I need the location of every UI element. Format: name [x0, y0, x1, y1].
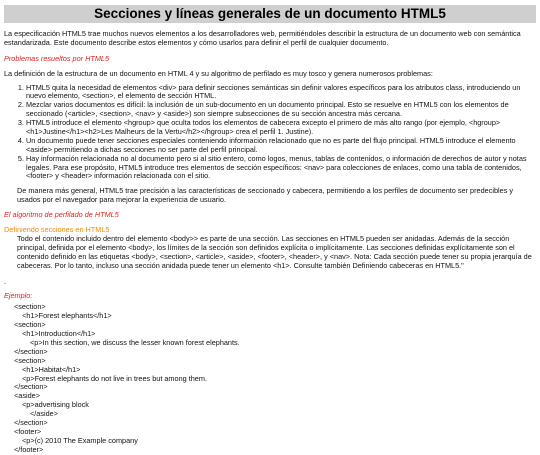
defining-paragraph: Todo el contenido incluido dentro del elemento <body>> es parte de una sección. Las secciones en HTML5 pueden ser anidadas. Además de la sección principal, definida por el elemento <body>, los límites de la sección son definidos explícita o implícitamente. Las secciones definidas explícitamente son el contenido definido en las etiquetas <body>, <section>, <article>, <aside>, <footer>, <header>, y <nav>. Nota: Cada sección puede tener su propia jerarquía de cabeceras. Por lo tanto, incluso una sección anidada puede tener un elemento <h1>. Consulte también Definiendo cabeceras en HTML5."	[17, 233, 532, 270]
code-line: <p>Forest elephants do not live in trees but among them.	[22, 373, 207, 383]
list-item: 3. HTML5 introduce el elemento <hgroup> que oculta todos los elementos de cabecera excepto el primero de más alto rango (por ejemplo, <hgroup><h1>Justine</h1><h2>Les Malheurs de la Vertu</h2></hgroup> crea el perfil 1. Justine).	[26, 119, 536, 137]
code-line: <section>	[14, 302, 46, 312]
code-line: <h1>Introduction</h1>	[22, 329, 96, 339]
code-line: <footer>	[14, 426, 42, 436]
problems-list	[4, 84, 536, 182]
problems-intro: La definición de la estructura de un documento en HTML 4 y su algoritmo de perfilado es muy tosco y genera numerosos problemas:	[4, 68, 433, 78]
code-line: </section>	[14, 346, 48, 356]
code-line: <section>	[14, 320, 46, 330]
separator-dot: .	[4, 277, 7, 287]
page-title: Secciones y líneas generales de un documento HTML5	[4, 5, 536, 23]
problems-summary: De manera más general, HTML5 trae precisión a las características de seccionado y cabecera, permitiendo a los perfiles de documento ser predecibles y usados por el navegador para mejorar la experiencia de usuario.	[17, 186, 514, 205]
list-item: 2. Mezclar varios documentos es difícil: la inclusión de un sub-documento en un documento principal. Esto se resuelve en HTML5 con los elementos de seccionado (<article>, <section>, <nav> y <aside>) son siempre subsecciones de su sección ancestra más cercana.	[26, 101, 536, 119]
code-line: <h1>Habitat</h1>	[22, 364, 81, 374]
code-line: <p>(c) 2010 The Example company	[22, 435, 138, 445]
code-line: </section>	[14, 417, 48, 427]
code-example	[4, 303, 536, 454]
list-item: 1. HTML5 quita la necesidad de elementos <div> para definir secciones semánticas sin definir valores específicos para los atributos class, introduciendo un nuevo elemento, <section>, el elemento de sección HTML.	[26, 84, 536, 102]
code-line: <h1>Forest elephants</h1>	[22, 311, 112, 321]
example-heading: Ejemplo:	[4, 291, 33, 301]
code-line: <p>advertising block	[22, 400, 89, 410]
code-line: <aside>	[14, 391, 40, 401]
code-line: <p>In this section, we discuss the lesser known forest elephants.	[30, 337, 240, 347]
intro-paragraph: La especificación HTML5 trae muchos nuevos elementos a los desarrolladores web, permitiéndoles describir la estructura de un documento web con semántica estandarizada. Este documento describe estos elementos y cómo usarlos para definir el perfil de cualquier documento.	[4, 29, 521, 47]
defining-heading: Definiendo secciones en HTML5	[4, 225, 110, 235]
code-line: </aside>	[30, 409, 58, 419]
list-item: 5. Hay información relacionada no al documento pero si al sitio entero, como logos, menus, tablas de contenidos, o información de derechos de autor y notas legales. Para ese propósito, HTML5 introduce tres elementos de sección específicos: <nav> para colecciones de enlaces, como una tabla de contenidos, <footer> y <header> información relacionada con el sitio.	[26, 155, 536, 182]
algorithm-heading: El algoritmo de perfilado de HTML5	[4, 210, 119, 220]
code-line: </footer>	[14, 444, 44, 454]
problems-heading: Problemas resueltos por HTML5	[4, 53, 110, 63]
code-line: </section>	[14, 382, 48, 392]
list-item: 4. Un documento puede tener secciones especiales conteniendo información relacionado que no es parte del flujo principal. HTML5 introduce el elemento <aside> permitiendo a dichas secciones no ser parte del perfil principal.	[26, 137, 536, 155]
code-line: <section>	[14, 355, 46, 365]
